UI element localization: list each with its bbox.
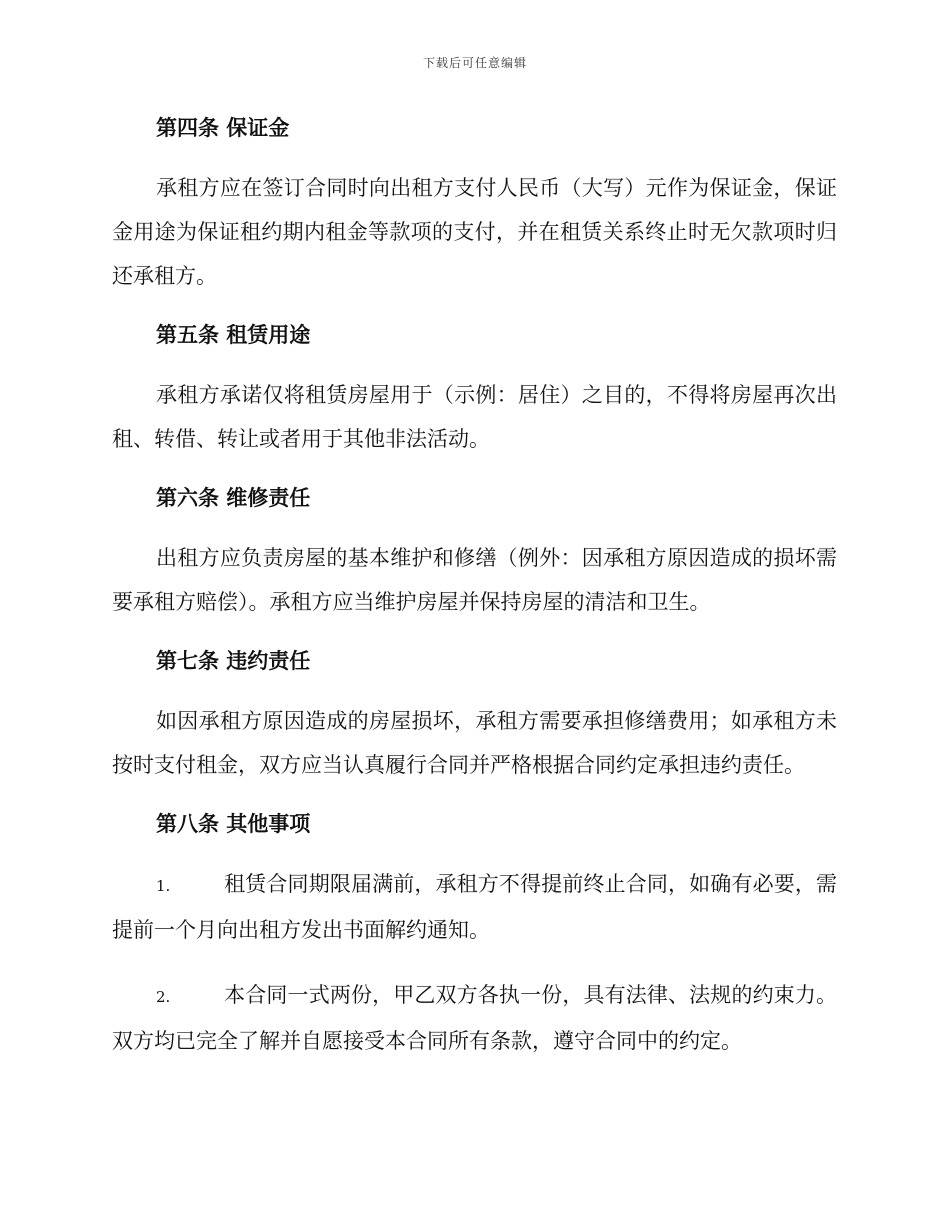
article-5 bbox=[112, 319, 837, 461]
list-item-text: 租赁合同期限届满前，承租方不得提前终止合同，如确有必要，需提前一个月向出租方发出书面解约通知。 bbox=[112, 872, 837, 942]
list-item-text: 本合同一式两份，甲乙双方各执一份，具有法律、法规的约束力。双方均已完全了解并自愿接受本合同所有条款，遵守合同中的约定。 bbox=[112, 983, 837, 1053]
article-paragraph: 承租方应在签订合同时向出租方支付人民币（大写）元作为保证金，保证金用途为保证租约期内租金等款项的支付，并在租赁关系终止时无欠款项时归还承租方。 bbox=[112, 176, 837, 288]
list-number: 2. bbox=[156, 988, 171, 1006]
document-body bbox=[112, 112, 837, 1084]
list-number: 1. bbox=[156, 877, 171, 895]
article-6 bbox=[112, 482, 837, 624]
article-7 bbox=[112, 645, 837, 787]
article-paragraph: 承租方承诺仅将租赁房屋用于（示例：居住）之目的，不得将房屋再次出租、转借、转让或者用于其他非法活动。 bbox=[112, 383, 837, 451]
article-title: 第六条 维修责任 bbox=[156, 486, 311, 510]
page-header: 下载后可任意编辑 bbox=[422, 56, 527, 70]
list-item bbox=[112, 862, 837, 952]
article-title: 第七条 违约责任 bbox=[156, 649, 311, 673]
list-item bbox=[112, 973, 837, 1063]
article-title: 第四条 保证金 bbox=[156, 116, 290, 140]
article-8 bbox=[112, 808, 837, 1063]
article-paragraph: 出租方应负责房屋的基本维护和修缮（例外：因承租方原因造成的损坏需要承租方赔偿）。承租方应当维护房屋并保持房屋的清洁和卫生。 bbox=[112, 546, 837, 614]
article-title: 第八条 其他事项 bbox=[156, 812, 311, 836]
article-paragraph: 如因承租方原因造成的房屋损坏，承租方需要承担修缮费用；如承租方未按时支付租金，双方应当认真履行合同并严格根据合同约定承担违约责任。 bbox=[112, 709, 837, 777]
article-4 bbox=[112, 112, 837, 298]
article-title: 第五条 租赁用途 bbox=[156, 323, 311, 347]
